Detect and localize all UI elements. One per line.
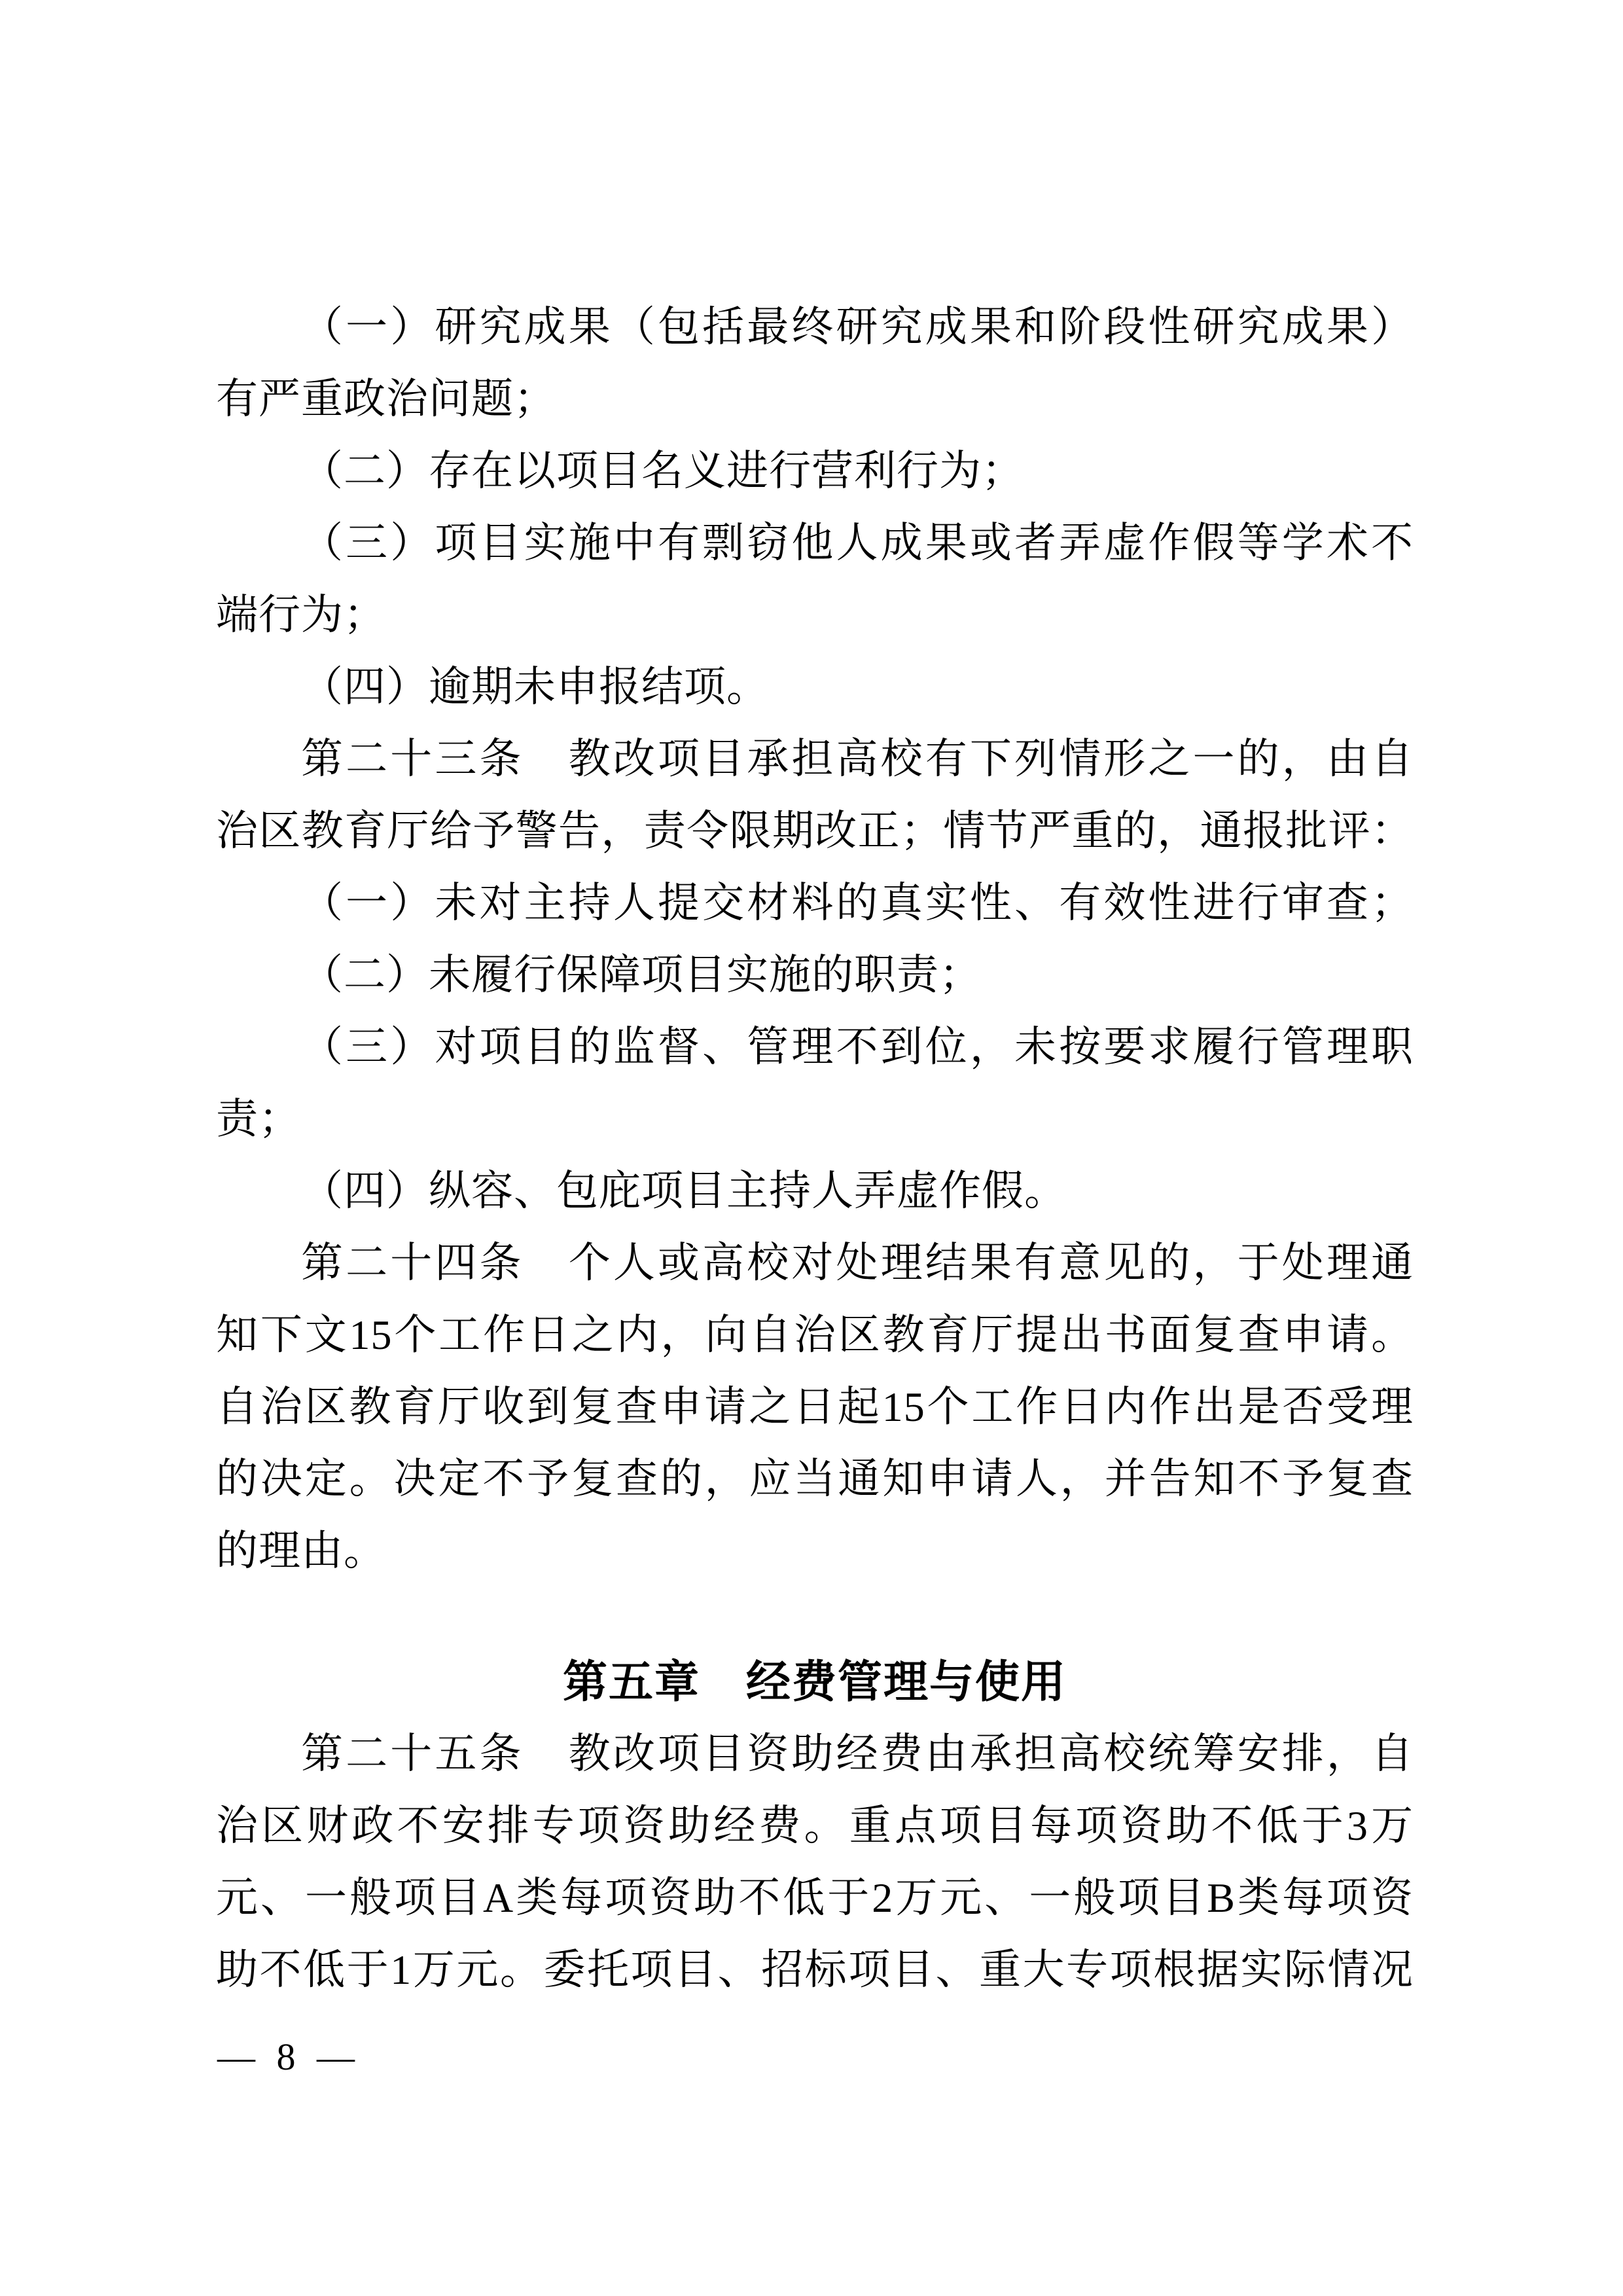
text-line: 的理由。 — [216, 1528, 386, 1574]
text-line: 知下文15个工作日之内，向自治区教育厅提出书面复查申请。 — [216, 1312, 1414, 1358]
text-line: 自治区教育厅收到复查申请之日起15个工作日内作出是否受理 — [216, 1384, 1414, 1430]
text-line: （一）未对主持人提交材料的真实性、有效性进行审查； — [301, 880, 1414, 926]
text-line: 第二十五条 教改项目资助经费由承担高校统筹安排，自 — [301, 1731, 1414, 1777]
text-line: 端行为； — [216, 592, 386, 638]
text-line: 第二十四条 个人或高校对处理结果有意见的，于处理通 — [301, 1240, 1414, 1286]
document-text-block — [216, 291, 1414, 2006]
page-number-footer: — 8 — — [217, 2036, 356, 2078]
body-lines-part1 — [216, 291, 1414, 1587]
text-line: 责； — [216, 1096, 301, 1142]
section-spacer — [216, 1587, 1414, 1646]
text-line: （二）未履行保障项目实施的职责； — [301, 952, 982, 998]
text-line: （一）研究成果（包括最终研究成果和阶段性研究成果） — [301, 304, 1414, 350]
text-line: （二）存在以项目名义进行营利行为； — [301, 448, 1024, 494]
text-line: 治区教育厅给予警告，责令限期改正；情节严重的，通报批评： — [216, 808, 1414, 854]
text-line: 元、一般项目A类每项资助不低于2万元、一般项目B类每项资 — [216, 1874, 1414, 1921]
text-line: （四）纵容、包庇项目主持人弄虚作假。 — [301, 1168, 1067, 1214]
text-line: 治区财政不安排专项资助经费。重点项目每项资助不低于3万 — [216, 1803, 1414, 1849]
text-line: 助不低于1万元。委托项目、招标项目、重大专项根据实际情况 — [216, 1946, 1414, 1993]
chapter-heading: 第五章 经费管理与使用 — [562, 1657, 1067, 1707]
text-line: 第二十三条 教改项目承担高校有下列情形之一的，由自 — [301, 736, 1414, 782]
text-line: （三）项目实施中有剽窃他人成果或者弄虚作假等学术不 — [301, 520, 1414, 566]
body-lines-part2 — [216, 1718, 1414, 2006]
text-line: 的决定。决定不予复查的，应当通知申请人，并告知不予复查 — [216, 1456, 1414, 1502]
text-line: 有严重政治问题； — [216, 376, 556, 422]
text-line: （四）逾期未申报结项。 — [301, 664, 769, 710]
text-line: （三）对项目的监督、管理不到位，未按要求履行管理职 — [301, 1024, 1414, 1070]
